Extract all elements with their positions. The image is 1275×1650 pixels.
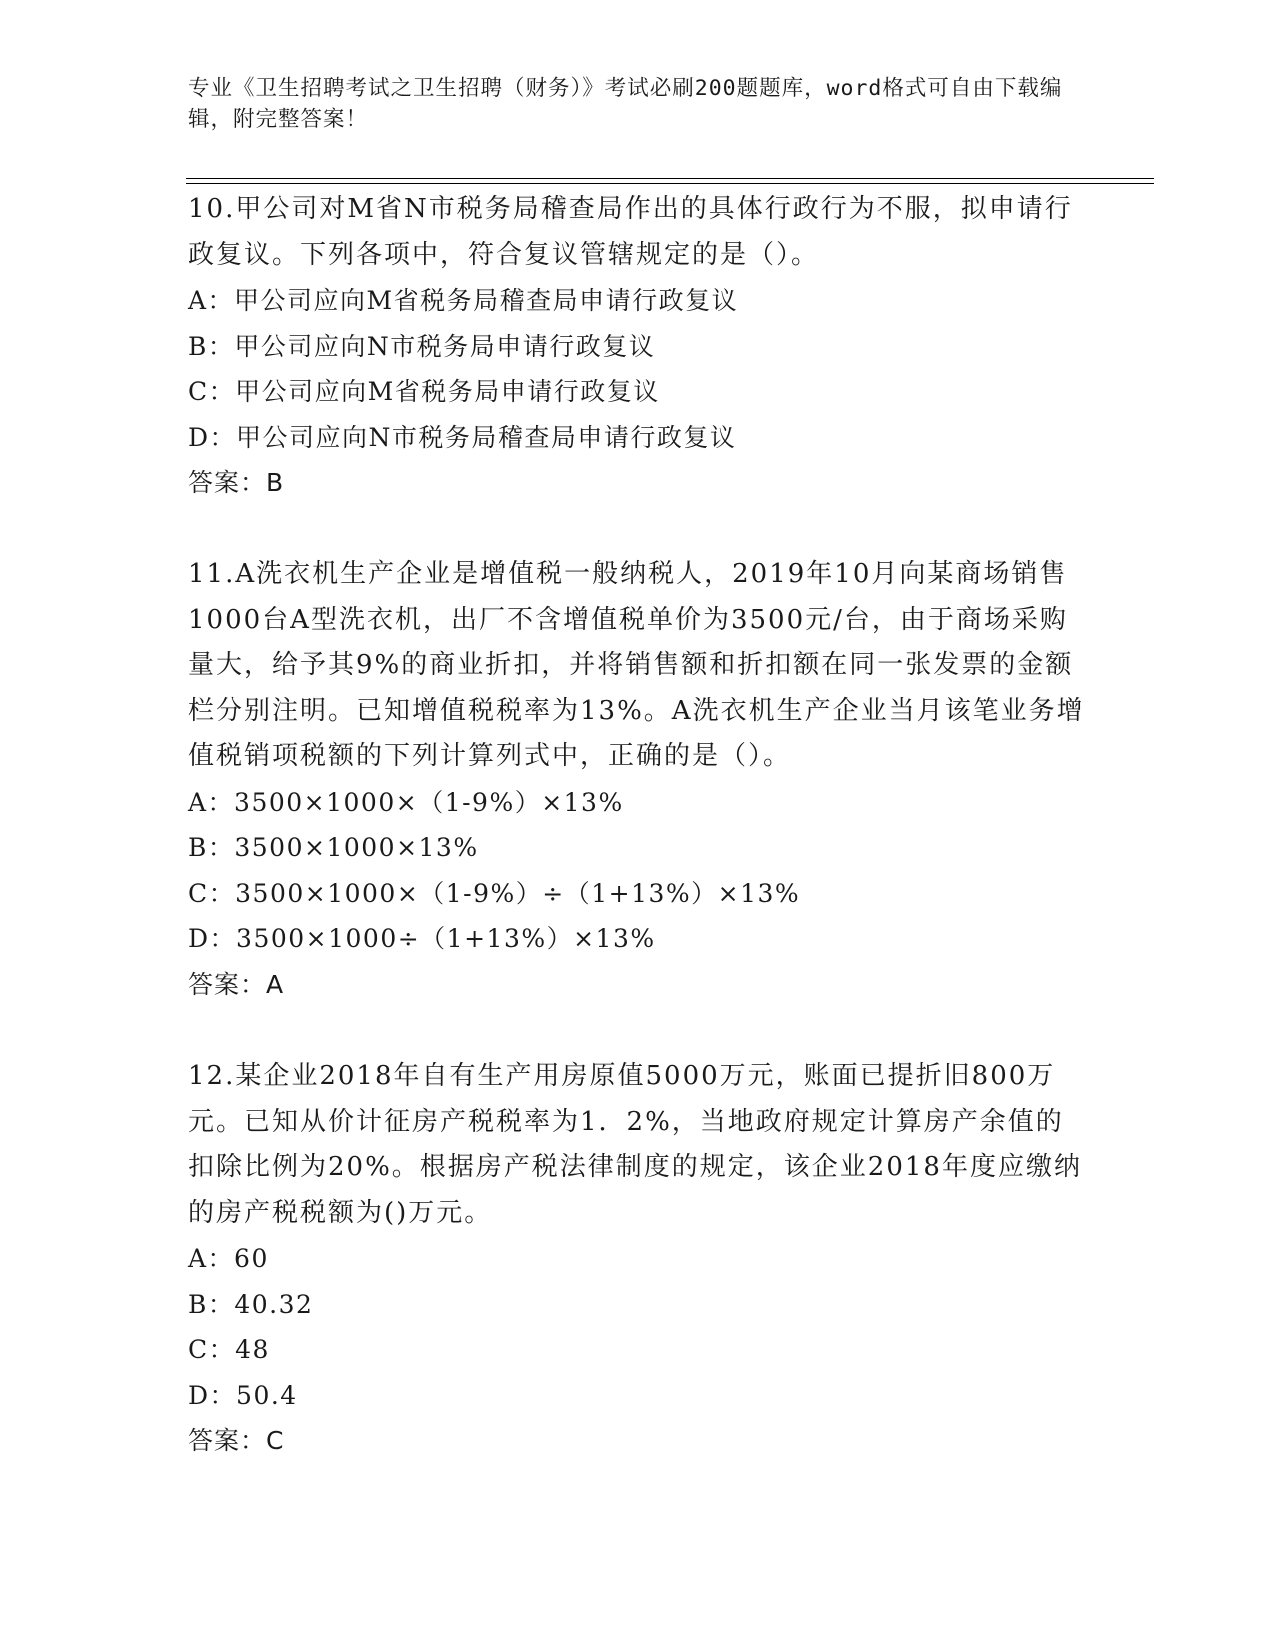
question-10 [188,187,1088,506]
header-rule-bottom [186,183,1154,184]
answer: 答案：B [188,468,285,497]
option-d: D：甲公司应向N市税务局稽查局申请行政复议 [188,422,737,452]
header-rule-top [186,178,1154,179]
option-c: C：甲公司应向M省税务局申请行政复议 [188,377,660,406]
document-header: 专业《卫生招聘考试之卫生招聘（财务）》考试必刷200题题库，word格式可自由下载编辑，附完整答案！ [188,76,1063,132]
option-b: B：40.32 [188,1289,314,1319]
answer: 答案：A [188,969,285,999]
question-12 [188,1054,1088,1464]
option-d: D：50.4 [188,1380,298,1410]
option-a: A：60 [188,1244,269,1273]
question-stem: 11.A洗衣机生产企业是增值税一般纳税人，2019年10月向某商场销售1000台A型洗衣机，出厂不含增值税单价为3500元/台，由于商场采购量大，给予其9%的商业折扣，并将销售额和折扣额在同一张发票的金额栏分别注明。已知增值税税率为13%。A洗衣机生产企业当月该笔业务增值税销项税额的下列计算列式中，正确的是（）。 [188,559,1085,771]
question-stem: 12.某企业2018年自有生产用房原值5000万元，账面已提折旧800万元。已知从价计征房产税税率为1．2%，当地政府规定计算房产余值的扣除比例为20%。根据房产税法律制度的规定，该企业2018年度应缴纳的房产税税额为()万元。 [188,1061,1082,1228]
option-a: A：甲公司应向M省税务局稽查局申请行政复议 [188,286,739,315]
answer: 答案：C [188,1426,285,1455]
option-a: A：3500×1000×（1-9%）×13% [188,787,624,817]
question-11 [188,552,1088,1007]
option-b: B：3500×1000×13% [188,833,479,862]
option-b: B：甲公司应向N市税务局申请行政复议 [188,331,656,361]
option-c: C：3500×1000×（1-9%）÷（1+13%）×13% [188,878,801,908]
option-d: D：3500×1000÷（1+13%）×13% [188,924,656,953]
option-c: C：48 [188,1335,270,1364]
question-stem: 10.甲公司对M省N市税务局稽查局作出的具体行政行为不服，拟申请行政复议。下列各项中，符合复议管辖规定的是（）。 [188,194,1073,270]
